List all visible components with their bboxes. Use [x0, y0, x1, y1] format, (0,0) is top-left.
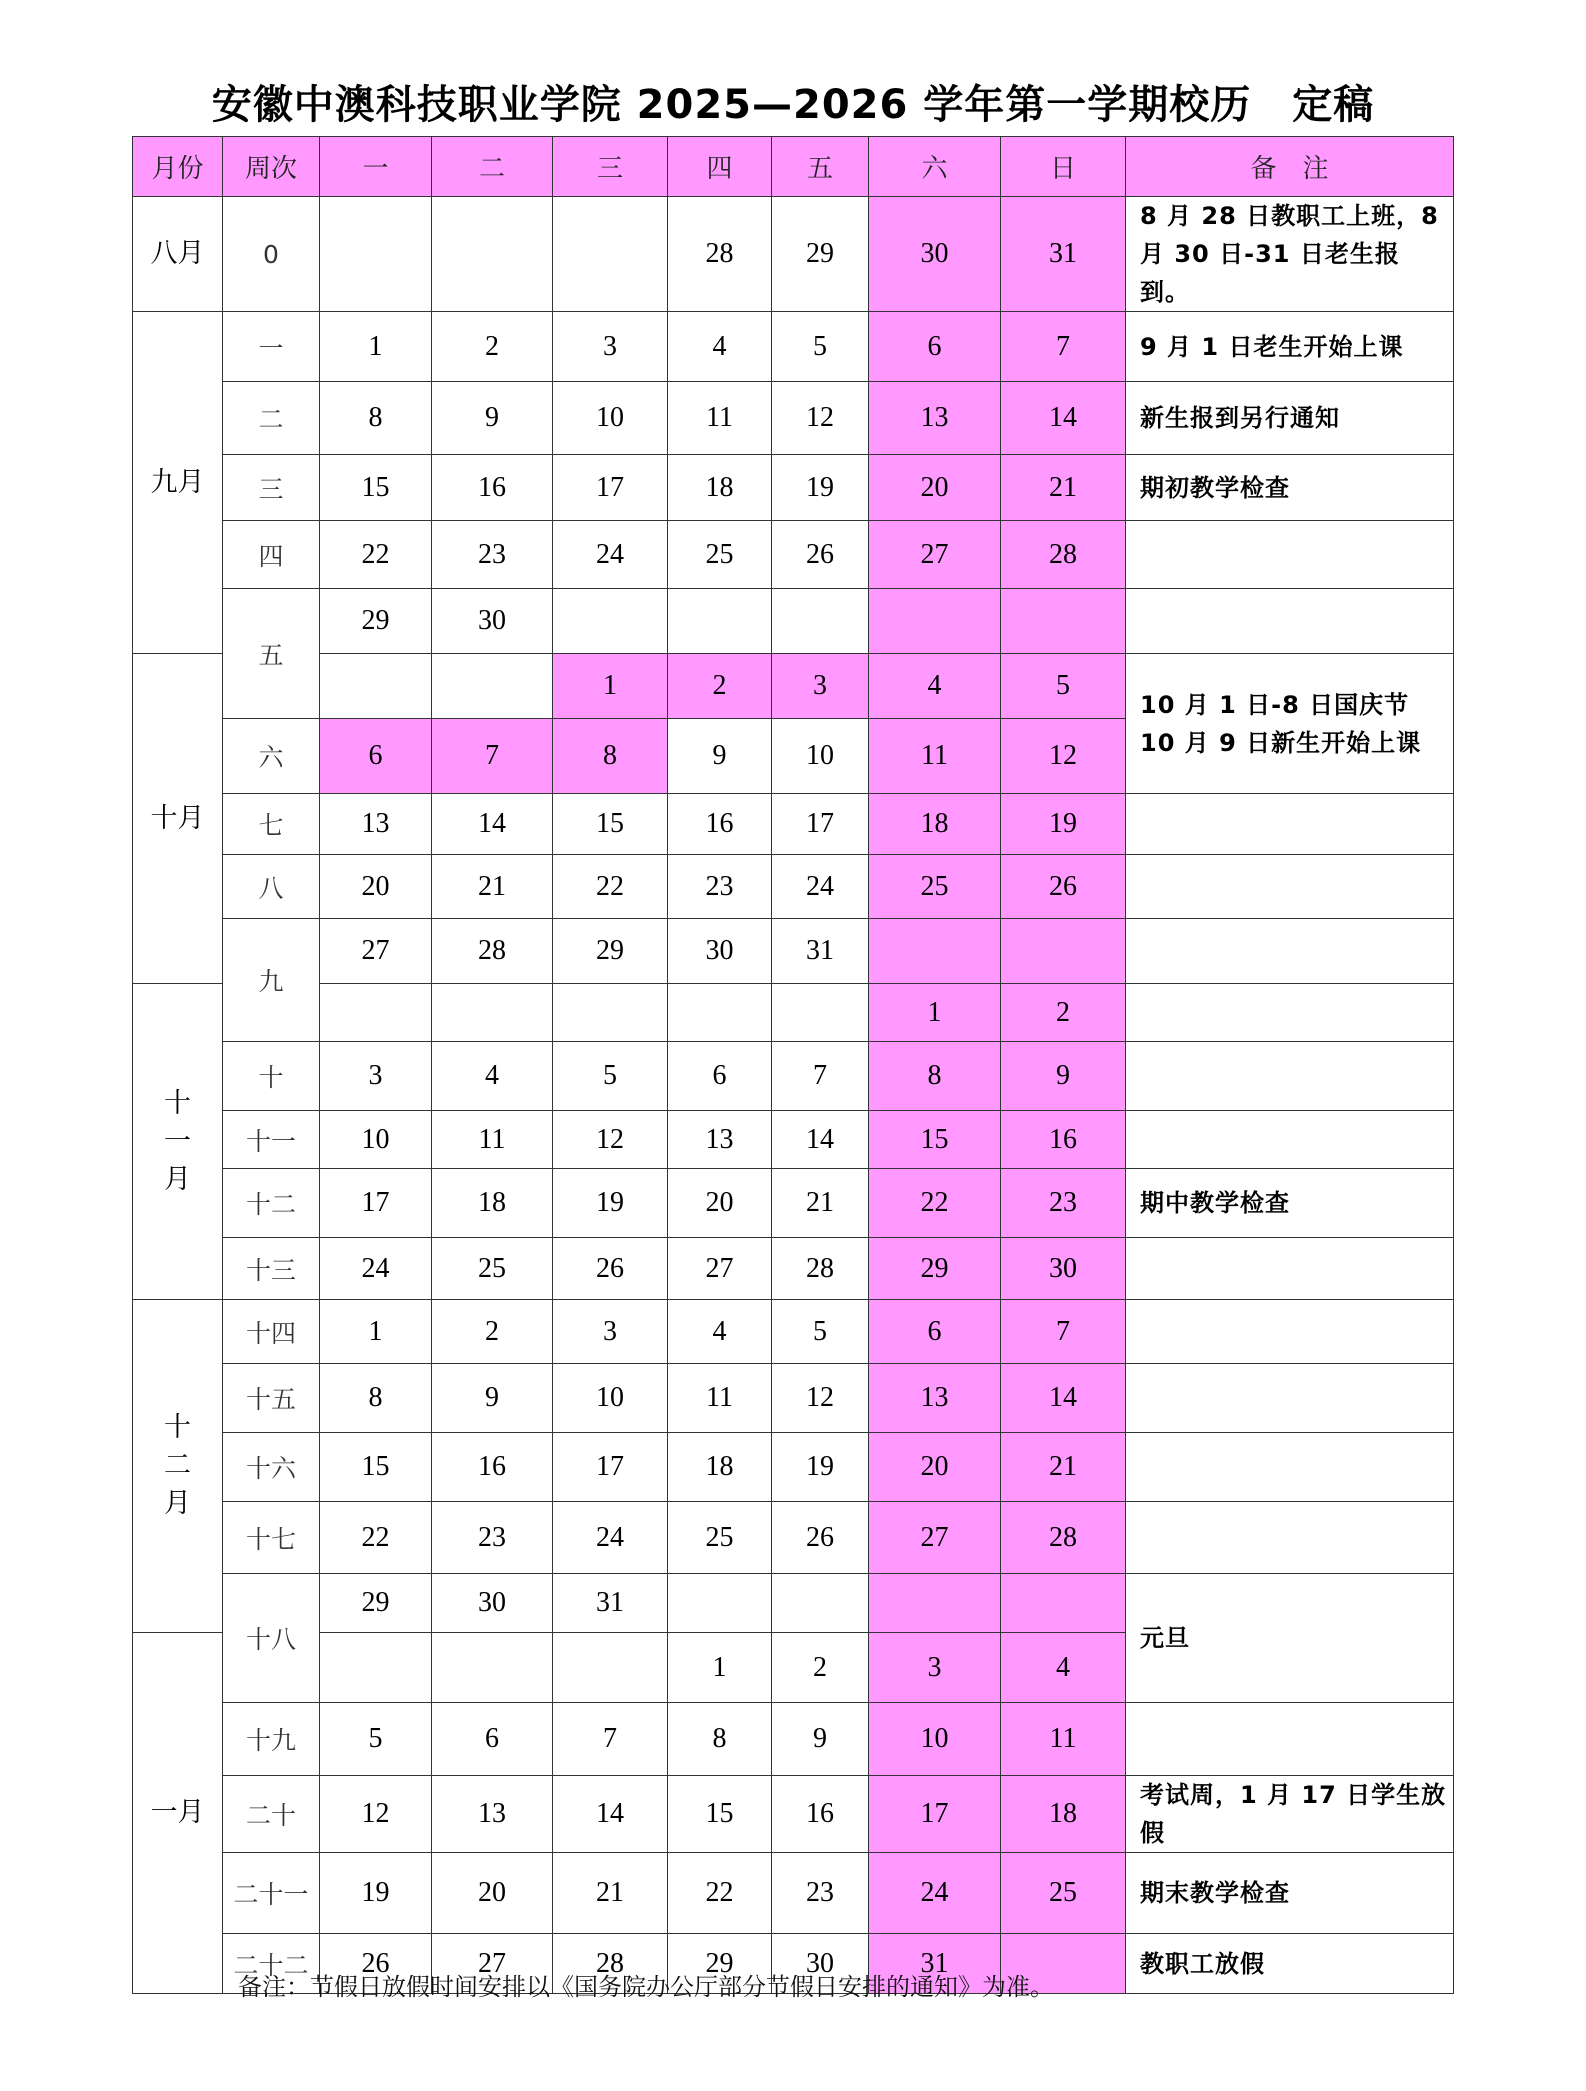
- day-cell: [320, 654, 432, 719]
- day-cell: 27: [869, 1502, 1001, 1574]
- header-notes: 备 注: [1126, 137, 1454, 197]
- day-cell: 13: [432, 1776, 553, 1853]
- day-cell: 7: [1001, 312, 1126, 382]
- day-cell: 14: [553, 1776, 668, 1853]
- week-cell: 一: [223, 312, 320, 382]
- calendar-row: [133, 654, 1454, 719]
- day-cell: 2: [432, 1300, 553, 1364]
- day-cell: 26: [772, 521, 869, 589]
- week-cell: 十六: [223, 1433, 320, 1502]
- week-cell: 十七: [223, 1502, 320, 1574]
- day-cell: 30: [668, 919, 772, 984]
- day-cell: 14: [432, 794, 553, 855]
- note-cell: 9 月 1 日老生开始上课: [1126, 312, 1454, 382]
- day-cell: 18: [432, 1169, 553, 1238]
- note-cell: [1126, 984, 1454, 1042]
- month-cell: 十二月: [133, 1300, 223, 1633]
- day-cell: 31: [772, 919, 869, 984]
- day-cell: 23: [772, 1853, 869, 1934]
- day-cell: 30: [772, 1934, 869, 1994]
- week-cell: 十五: [223, 1364, 320, 1433]
- note-cell: 10 月 1 日-8 日国庆节 10 月 9 日新生开始上课: [1126, 654, 1454, 794]
- day-cell: [553, 589, 668, 654]
- week-cell: 二十一: [223, 1853, 320, 1934]
- day-cell: 7: [1001, 1300, 1126, 1364]
- note-cell: 期初教学检查: [1126, 455, 1454, 521]
- day-cell: 22: [320, 521, 432, 589]
- day-cell: 12: [772, 382, 869, 455]
- day-cell: 26: [1001, 855, 1126, 919]
- day-cell: 10: [772, 719, 869, 794]
- day-cell: 7: [432, 719, 553, 794]
- day-cell: 20: [432, 1853, 553, 1934]
- day-cell: 19: [772, 1433, 869, 1502]
- day-cell: 21: [1001, 1433, 1126, 1502]
- day-cell: 5: [320, 1703, 432, 1776]
- day-cell: 26: [772, 1502, 869, 1574]
- note-cell: 考试周，1 月 17 日学生放假: [1126, 1776, 1454, 1853]
- day-cell: 18: [668, 455, 772, 521]
- day-cell: 23: [432, 1502, 553, 1574]
- day-cell: [1001, 1574, 1126, 1633]
- day-cell: 2: [772, 1633, 869, 1703]
- calendar-row: [133, 1042, 1454, 1111]
- day-cell: 14: [772, 1111, 869, 1169]
- note-cell: [1126, 1364, 1454, 1433]
- note-cell: [1126, 794, 1454, 855]
- day-cell: 21: [553, 1853, 668, 1934]
- note-cell: 元旦: [1126, 1574, 1454, 1703]
- day-cell: 4: [869, 654, 1001, 719]
- day-cell: 29: [772, 197, 869, 312]
- day-cell: 24: [772, 855, 869, 919]
- day-cell: 5: [772, 1300, 869, 1364]
- day-cell: 28: [432, 919, 553, 984]
- calendar-row: [133, 794, 1454, 855]
- calendar-row: [133, 312, 1454, 382]
- day-cell: 28: [553, 1934, 668, 1994]
- day-cell: 8: [320, 1364, 432, 1433]
- week-cell: 八: [223, 855, 320, 919]
- day-cell: 9: [432, 382, 553, 455]
- day-cell: 8: [320, 382, 432, 455]
- header-sat: 六: [869, 137, 1001, 197]
- calendar-row: [133, 1703, 1454, 1776]
- day-cell: 30: [432, 1574, 553, 1633]
- week-cell: 十四: [223, 1300, 320, 1364]
- day-cell: 3: [320, 1042, 432, 1111]
- day-cell: [668, 984, 772, 1042]
- calendar-row: [133, 1238, 1454, 1300]
- calendar-row: [133, 1169, 1454, 1238]
- calendar-row: [133, 455, 1454, 521]
- day-cell: 11: [668, 382, 772, 455]
- day-cell: [668, 1574, 772, 1633]
- day-cell: 2: [668, 654, 772, 719]
- day-cell: 1: [553, 654, 668, 719]
- day-cell: [869, 919, 1001, 984]
- day-cell: 28: [772, 1238, 869, 1300]
- day-cell: 5: [1001, 654, 1126, 719]
- day-cell: 29: [320, 589, 432, 654]
- week-cell: 0: [223, 197, 320, 312]
- day-cell: 10: [553, 382, 668, 455]
- header-fri: 五: [772, 137, 869, 197]
- calendar-row: [133, 382, 1454, 455]
- day-cell: 28: [1001, 521, 1126, 589]
- header-row: [133, 137, 1454, 197]
- day-cell: 3: [553, 312, 668, 382]
- day-cell: 16: [432, 1433, 553, 1502]
- day-cell: 16: [432, 455, 553, 521]
- week-cell: 六: [223, 719, 320, 794]
- week-cell: 五: [223, 589, 320, 719]
- calendar-row: [133, 589, 1454, 654]
- day-cell: 10: [320, 1111, 432, 1169]
- day-cell: 13: [869, 1364, 1001, 1433]
- note-cell: 期末教学检查: [1126, 1853, 1454, 1934]
- calendar-body: [133, 197, 1454, 1994]
- day-cell: 5: [553, 1042, 668, 1111]
- day-cell: 22: [320, 1502, 432, 1574]
- school-calendar-table: [132, 136, 1454, 1994]
- note-cell: 期中教学检查: [1126, 1169, 1454, 1238]
- note-cell: [1126, 1433, 1454, 1502]
- day-cell: 28: [1001, 1502, 1126, 1574]
- note-cell: [1126, 1042, 1454, 1111]
- day-cell: 11: [432, 1111, 553, 1169]
- day-cell: 23: [432, 521, 553, 589]
- note-cell: 8 月 28 日教职工上班，8 月 30 日-31 日老生报到。: [1126, 197, 1454, 312]
- day-cell: 26: [320, 1934, 432, 1994]
- header-sun: 日: [1001, 137, 1126, 197]
- note-cell: [1126, 1703, 1454, 1776]
- day-cell: 24: [869, 1853, 1001, 1934]
- day-cell: 17: [553, 1433, 668, 1502]
- day-cell: 29: [553, 919, 668, 984]
- day-cell: 25: [432, 1238, 553, 1300]
- day-cell: 9: [772, 1703, 869, 1776]
- week-cell: 十三: [223, 1238, 320, 1300]
- day-cell: 24: [320, 1238, 432, 1300]
- day-cell: 20: [869, 455, 1001, 521]
- day-cell: 27: [320, 919, 432, 984]
- day-cell: 18: [668, 1433, 772, 1502]
- day-cell: 25: [668, 1502, 772, 1574]
- day-cell: 16: [772, 1776, 869, 1853]
- day-cell: 6: [668, 1042, 772, 1111]
- day-cell: 15: [320, 455, 432, 521]
- day-cell: 22: [553, 855, 668, 919]
- day-cell: 31: [553, 1574, 668, 1633]
- calendar-row: [133, 984, 1454, 1042]
- day-cell: 28: [668, 197, 772, 312]
- note-cell: [1126, 1238, 1454, 1300]
- month-cell: 十月: [133, 654, 223, 984]
- day-cell: 5: [772, 312, 869, 382]
- day-cell: 12: [553, 1111, 668, 1169]
- day-cell: [1001, 589, 1126, 654]
- note-cell: [1126, 855, 1454, 919]
- day-cell: 17: [772, 794, 869, 855]
- day-cell: 31: [869, 1934, 1001, 1994]
- day-cell: 1: [869, 984, 1001, 1042]
- day-cell: 15: [553, 794, 668, 855]
- day-cell: 30: [1001, 1238, 1126, 1300]
- day-cell: 29: [869, 1238, 1001, 1300]
- day-cell: 29: [320, 1574, 432, 1633]
- month-cell: 一月: [133, 1633, 223, 1994]
- week-cell: 四: [223, 521, 320, 589]
- day-cell: [320, 1633, 432, 1703]
- footnote: 备注：节假日放假时间安排以《国务院办公厅部分节假日安排的通知》为准。: [238, 1973, 1054, 2001]
- day-cell: [772, 984, 869, 1042]
- day-cell: [668, 589, 772, 654]
- day-cell: 3: [772, 654, 869, 719]
- month-cell: 九月: [133, 312, 223, 654]
- header-wed: 三: [553, 137, 668, 197]
- day-cell: 6: [869, 312, 1001, 382]
- day-cell: [320, 984, 432, 1042]
- calendar-row: [133, 855, 1454, 919]
- day-cell: 19: [772, 455, 869, 521]
- day-cell: 18: [1001, 1776, 1126, 1853]
- day-cell: 27: [668, 1238, 772, 1300]
- week-cell: 二十: [223, 1776, 320, 1853]
- week-cell: 十二: [223, 1169, 320, 1238]
- day-cell: 19: [553, 1169, 668, 1238]
- note-cell: [1126, 1111, 1454, 1169]
- day-cell: 1: [320, 312, 432, 382]
- header-thu: 四: [668, 137, 772, 197]
- week-cell: 二十二: [223, 1934, 320, 1994]
- day-cell: 23: [1001, 1169, 1126, 1238]
- day-cell: 10: [553, 1364, 668, 1433]
- calendar-row: [133, 919, 1454, 984]
- note-cell: [1126, 1502, 1454, 1574]
- day-cell: 4: [668, 312, 772, 382]
- day-cell: 13: [668, 1111, 772, 1169]
- week-cell: 三: [223, 455, 320, 521]
- week-cell: 十一: [223, 1111, 320, 1169]
- day-cell: 6: [869, 1300, 1001, 1364]
- page-title: 安徽中澳科技职业学院 2025—2026 学年第一学期校历 定稿: [211, 82, 1375, 128]
- day-cell: 11: [668, 1364, 772, 1433]
- day-cell: 20: [668, 1169, 772, 1238]
- day-cell: 26: [553, 1238, 668, 1300]
- day-cell: 6: [320, 719, 432, 794]
- day-cell: 4: [432, 1042, 553, 1111]
- day-cell: 19: [320, 1853, 432, 1934]
- month-cell: 八月: [133, 197, 223, 312]
- day-cell: [553, 197, 668, 312]
- header-month: 月份: [133, 137, 223, 197]
- week-cell: 九: [223, 919, 320, 1042]
- day-cell: 2: [1001, 984, 1126, 1042]
- calendar-row: [133, 1776, 1454, 1853]
- day-cell: [432, 197, 553, 312]
- day-cell: 3: [869, 1633, 1001, 1703]
- day-cell: 24: [553, 1502, 668, 1574]
- day-cell: 13: [869, 382, 1001, 455]
- day-cell: 14: [1001, 1364, 1126, 1433]
- day-cell: 12: [772, 1364, 869, 1433]
- calendar-row: [133, 1364, 1454, 1433]
- note-cell: 教职工放假: [1126, 1934, 1454, 1994]
- calendar-row: [133, 1853, 1454, 1934]
- day-cell: [320, 197, 432, 312]
- calendar-row: [133, 1111, 1454, 1169]
- note-cell: [1126, 1300, 1454, 1364]
- day-cell: 4: [668, 1300, 772, 1364]
- day-cell: 29: [668, 1934, 772, 1994]
- note-cell: [1126, 919, 1454, 984]
- day-cell: 13: [320, 794, 432, 855]
- day-cell: 19: [1001, 794, 1126, 855]
- day-cell: [1001, 919, 1126, 984]
- day-cell: 21: [432, 855, 553, 919]
- day-cell: [869, 1574, 1001, 1633]
- day-cell: 9: [1001, 1042, 1126, 1111]
- note-cell: [1126, 589, 1454, 654]
- day-cell: 8: [668, 1703, 772, 1776]
- day-cell: 21: [772, 1169, 869, 1238]
- day-cell: 8: [869, 1042, 1001, 1111]
- day-cell: 16: [668, 794, 772, 855]
- day-cell: 17: [553, 455, 668, 521]
- day-cell: [432, 984, 553, 1042]
- day-cell: 18: [869, 794, 1001, 855]
- day-cell: 25: [1001, 1853, 1126, 1934]
- day-cell: 15: [668, 1776, 772, 1853]
- day-cell: 23: [668, 855, 772, 919]
- day-cell: [432, 1633, 553, 1703]
- day-cell: 12: [320, 1776, 432, 1853]
- calendar-row: [133, 521, 1454, 589]
- day-cell: 14: [1001, 382, 1126, 455]
- day-cell: 8: [553, 719, 668, 794]
- header-mon: 一: [320, 137, 432, 197]
- week-cell: 七: [223, 794, 320, 855]
- week-cell: 十九: [223, 1703, 320, 1776]
- day-cell: 2: [432, 312, 553, 382]
- day-cell: 12: [1001, 719, 1126, 794]
- day-cell: 11: [869, 719, 1001, 794]
- day-cell: [553, 984, 668, 1042]
- day-cell: 7: [553, 1703, 668, 1776]
- header-week: 周次: [223, 137, 320, 197]
- day-cell: 15: [869, 1111, 1001, 1169]
- calendar-row: [133, 1433, 1454, 1502]
- day-cell: 1: [668, 1633, 772, 1703]
- day-cell: 16: [1001, 1111, 1126, 1169]
- day-cell: 1: [320, 1300, 432, 1364]
- day-cell: 22: [668, 1853, 772, 1934]
- day-cell: 27: [432, 1934, 553, 1994]
- day-cell: 10: [869, 1703, 1001, 1776]
- day-cell: 25: [869, 855, 1001, 919]
- calendar-row: [133, 197, 1454, 312]
- week-cell: 十: [223, 1042, 320, 1111]
- day-cell: 21: [1001, 455, 1126, 521]
- day-cell: 6: [432, 1703, 553, 1776]
- calendar-row: [133, 1502, 1454, 1574]
- day-cell: 30: [869, 197, 1001, 312]
- week-cell: 十八: [223, 1574, 320, 1703]
- day-cell: 22: [869, 1169, 1001, 1238]
- day-cell: 7: [772, 1042, 869, 1111]
- day-cell: 20: [869, 1433, 1001, 1502]
- day-cell: 9: [432, 1364, 553, 1433]
- day-cell: 4: [1001, 1633, 1126, 1703]
- day-cell: [869, 589, 1001, 654]
- month-cell: 十一月: [133, 984, 223, 1300]
- note-cell: 新生报到另行通知: [1126, 382, 1454, 455]
- day-cell: 27: [869, 521, 1001, 589]
- day-cell: [772, 589, 869, 654]
- calendar-row: [133, 1300, 1454, 1364]
- day-cell: 9: [668, 719, 772, 794]
- calendar-row: [133, 1574, 1454, 1633]
- note-cell: [1126, 521, 1454, 589]
- day-cell: 3: [553, 1300, 668, 1364]
- day-cell: 30: [432, 589, 553, 654]
- week-cell: 二: [223, 382, 320, 455]
- day-cell: 24: [553, 521, 668, 589]
- day-cell: [432, 654, 553, 719]
- header-tue: 二: [432, 137, 553, 197]
- day-cell: 25: [668, 521, 772, 589]
- day-cell: 31: [1001, 197, 1126, 312]
- day-cell: 17: [320, 1169, 432, 1238]
- day-cell: 11: [1001, 1703, 1126, 1776]
- day-cell: 15: [320, 1433, 432, 1502]
- day-cell: 17: [869, 1776, 1001, 1853]
- day-cell: [553, 1633, 668, 1703]
- day-cell: 20: [320, 855, 432, 919]
- day-cell: [772, 1574, 869, 1633]
